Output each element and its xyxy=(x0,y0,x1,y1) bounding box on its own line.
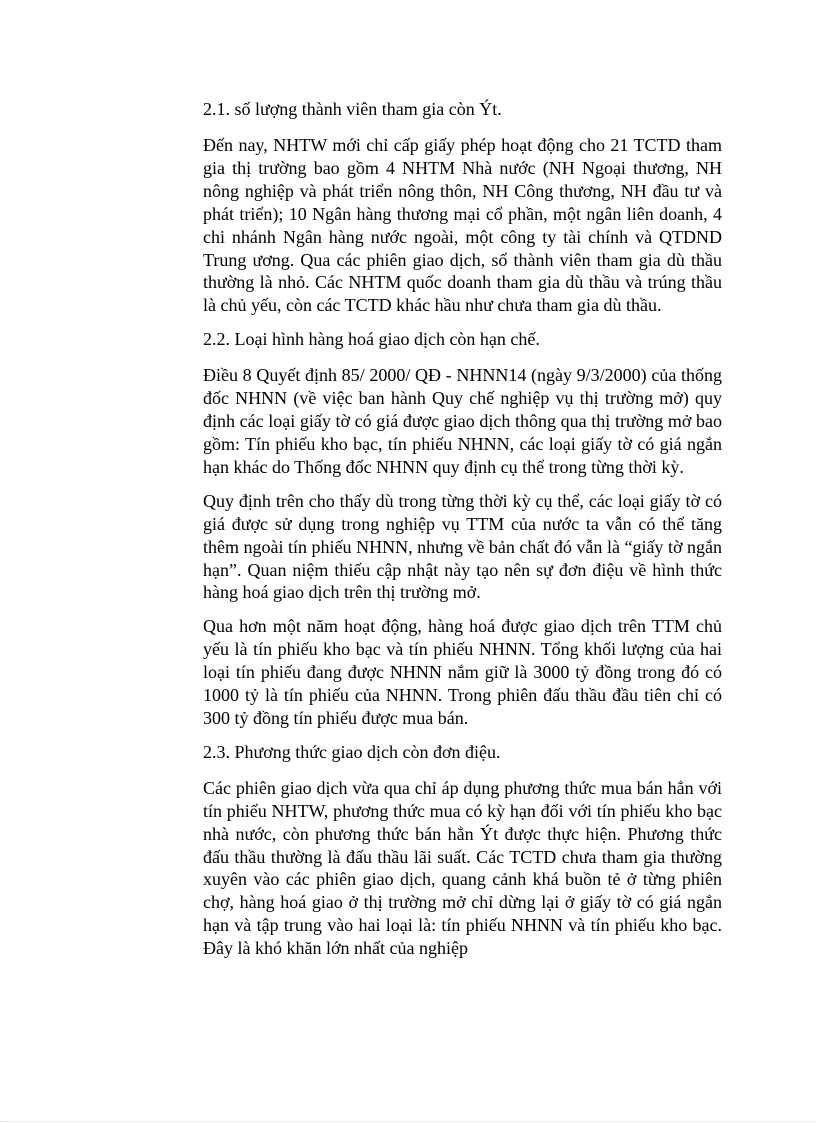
paragraph: Điều 8 Quyết định 85/ 2000/ QĐ - NHNN14 (ngày 9/3/2000) của thống đốc NHNN (về việc ban hành Quy chế nghiệp vụ thị trường mở) quy định các loại giấy tờ có giá được giao dịch thông qua thị trường mở bao gồm: Tín phiếu kho bạc, tín phiếu NHNN, các loại giấy tờ có giá ngắn hạn khác do Thống đốc NHNN quy định cụ thể trong từng thời kỳ. xyxy=(203,365,722,477)
paragraph: Đến nay, NHTW mới chỉ cấp giấy phép hoạt động cho 21 TCTD tham gia thị trường bao gồm 4 NHTM Nhà nước (NH Ngoại thương, NH nông nghiệp và phát triển nông thôn, NH Công thương, NH đầu tư và phát triển); 10 Ngân hàng thương mại cổ phần, một ngân liên doanh, 4 chi nhánh Ngân hàng nước ngoài, một công ty tài chính và QTDND Trung ương. Qua các phiên giao dịch, số thành viên tham gia dù thầu thường là nhỏ. Các NHTM quốc doanh tham gia dù thầu và trúng thầu là chủ yếu, còn các TCTD khác hầu như chưa tham gia dù thầu. xyxy=(203,135,722,316)
section-heading: 2.1. số lượng thành viên tham gia còn Ýt. xyxy=(203,99,502,119)
section-2-2 xyxy=(203,328,722,730)
section-heading: 2.2. Loại hình hàng hoá giao dịch còn hạn chế. xyxy=(203,329,540,350)
section-2-1 xyxy=(203,98,722,317)
section-2-3 xyxy=(203,741,722,960)
paragraph: Quy định trên cho thấy dù trong từng thời kỳ cụ thể, các loại giấy tờ có giá được sử dụng trong nghiệp vụ TTM của nước ta vẫn có thể tăng thêm ngoài tín phiếu NHNN, nhưng về bản chất đó vẫn là “giấy tờ ngắn hạn”. Quan niệm thiếu cập nhật này tạo nên sự đơn điệu về hình thức hàng hoá giao dịch trên thị trường mở. xyxy=(203,490,722,603)
page-edge-divider xyxy=(0,1121,816,1122)
section-heading: 2.3. Phương thức giao dịch còn đơn điệu. xyxy=(203,741,501,762)
document-page xyxy=(203,98,722,971)
paragraph: Qua hơn một năm hoạt động, hàng hoá được giao dịch trên TTM chủ yếu là tín phiếu kho bạc và tín phiếu NHNN. Tổng khối lượng của hai loại tín phiếu đang được NHNN nắm giữ là 3000 tỷ đồng trong đó có 1000 tỷ là tín phiếu của NHNN. Trong phiên đấu thầu đầu tiên chỉ có 300 tỷ đồng tín phiếu được mua bán. xyxy=(203,616,722,728)
paragraph: Các phiên giao dịch vừa qua chỉ áp dụng phương thức mua bán hẳn với tín phiếu NHTW, phương thức mua có kỳ hạn đối với tín phiếu kho bạc nhà nước, còn phương thức bán hẳn Ýt được thực hiện. Phương thức đấu thầu thường là đấu thầu lãi suất. Các TCTD chưa tham gia thường xuyên vào các phiên giao dịch, quang cảnh khá buồn tẻ ở từng phiên chợ, hàng hoá giao ở thị trường mở chỉ dừng lại ở giấy tờ có giá ngắn hạn và tập trung vào hai loại là: tín phiếu NHNN và tín phiếu kho bạc. Đây là khó khăn lớn nhất của nghiệp xyxy=(203,777,722,959)
